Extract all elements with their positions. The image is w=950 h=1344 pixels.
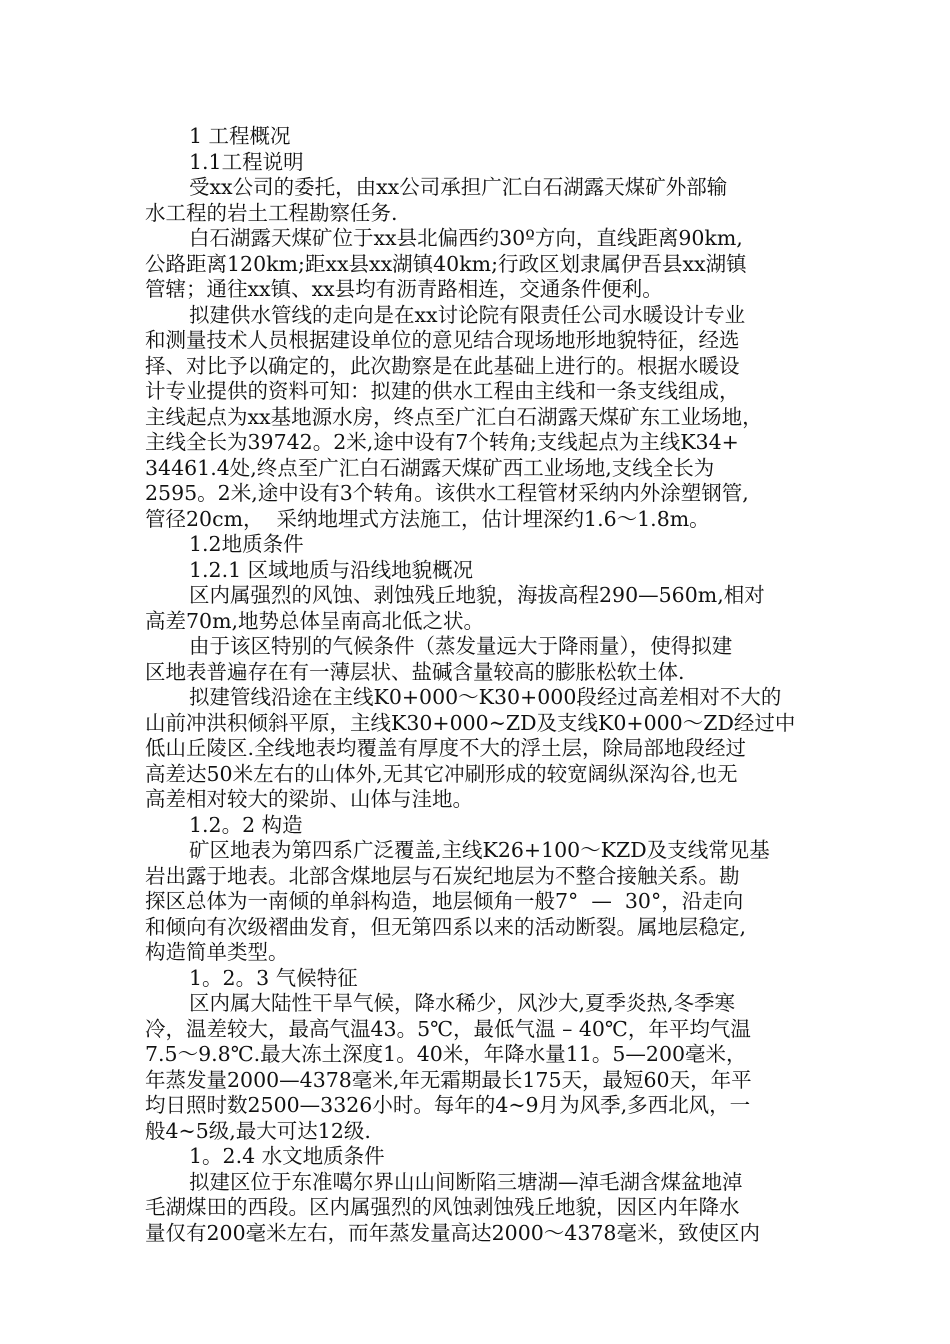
text-line: 公路距离120km;距xx县xx湖镇40km;行政区划隶属伊吾县xx湖镇	[145, 251, 747, 276]
text-line: 毛湖煤田的西段。区内属强烈的风蚀剥蚀残丘地貌，因区内年降水	[145, 1195, 740, 1219]
text-line: 山前冲洪积倾斜平原，主线K30+000~ZD及支线K0+000～ZD经过中	[145, 710, 796, 735]
document-body	[145, 124, 810, 1246]
text-line: 高差相对较大的梁峁、山体与洼地。	[145, 787, 473, 811]
text-line: 矿区地表为第四系广泛覆盖,主线K26+100～KZD及支线常见基	[189, 838, 770, 862]
text-line: 7.5～9.8℃.最大冻土深度1。40米，年降水量11。5—200毫米，	[145, 1042, 747, 1066]
text-line: 受xx公司的委托，由xx公司承担广汇白石湖露天煤矿外部输	[189, 175, 728, 199]
text-line: 1.2。2 构造	[189, 812, 303, 837]
text-line: 拟建区位于东准噶尔界山山间断陷三塘湖—淖毛湖含煤盆地淖	[189, 1169, 743, 1194]
text-line: 量仅有200毫米左右，而年蒸发量高达2000～4378毫米，致使区内	[145, 1220, 760, 1245]
text-line: 1。2。3 气候特征	[189, 965, 358, 990]
text-line: 探区总体为一南倾的单斜构造，地层倾角一般7° — 30°，沿走向	[145, 889, 744, 913]
text-line: 择、对比予以确定的，此次勘察是在此基础上进行的。根据水暖设	[145, 353, 740, 378]
text-line: 白石湖露天煤矿位于xx县北偏西约30º方向，直线距离90km,	[189, 226, 743, 250]
text-line: 管径20cm， 采纳地埋式方法施工，估计埋深约1.6～1.8m。	[145, 506, 710, 531]
text-line: 1.1工程说明	[189, 149, 304, 174]
text-line: 34461.4处,终点至广汇白石湖露天煤矿西工业场地,支线全长为	[145, 455, 715, 480]
text-line: 由于该区特别的气候条件（蒸发量远大于降雨量），使得拟建	[189, 634, 733, 658]
text-line: 和测量技术人员根据建设单位的意见结合现场地形地貌特征，经选	[145, 328, 740, 352]
text-line: 1。2.4 水文地质条件	[189, 1144, 385, 1168]
text-line: 区内属强烈的风蚀、剥蚀残丘地貌，海拔高程290—560m,相对	[189, 583, 765, 607]
text-line: 区内属大陆性干旱气候，降水稀少，风沙大,夏季炎热,冬季寒	[189, 991, 736, 1015]
text-line: 1.2.1 区域地质与沿线地貌概况	[189, 557, 474, 582]
text-line: 构造简单类型。	[145, 940, 289, 964]
text-line: 水工程的岩土工程勘察任务.	[145, 200, 398, 225]
text-line: 年蒸发量2000—4378毫米,年无霜期最长175天，最短60天，年平	[145, 1067, 752, 1092]
text-line: 2595。2米,途中设有3个转角。该供水工程管材采纳内外涂塑钢管,	[145, 481, 749, 505]
text-line: 冷，温差较大，最高气温43。5℃，最低气温 – 40℃，年平均气温	[145, 1016, 751, 1041]
text-line: 岩出露于地表。北部含煤地层与石炭纪地层为不整合接触关系。勘	[145, 863, 740, 888]
text-line: 拟建管线沿途在主线K0+000～K30+000段经过高差相对不大的	[189, 685, 782, 709]
text-line: 和倾向有次级褶曲发育，但无第四系以来的活动断裂。属地层稳定,	[145, 914, 747, 939]
text-line: 低山丘陵区.全线地表均覆盖有厚度不大的浮土层，除局部地段经过	[145, 736, 747, 760]
text-line: 区地表普遍存在有一薄层状、盐碱含量较高的膨胀松软土体.	[145, 659, 685, 684]
text-line: 均日照时数2500—3326小时。每年的4~9月为风季,多西北风，一	[145, 1093, 751, 1117]
text-line: 计专业提供的资料可知：拟建的供水工程由主线和一条支线组成，	[145, 379, 740, 403]
text-line: 主线起点为xx基地源水房，终点至广汇白石湖露天煤矿东工业场地，	[145, 404, 763, 429]
text-line: 高差达50米左右的山体外,无其它冲刷形成的较宽阔纵深沟谷,也无	[145, 761, 738, 786]
text-line: 高差70m,地势总体呈南高北低之状。	[145, 608, 485, 633]
text-line: 般4~5级,最大可达12级.	[145, 1118, 371, 1143]
text-line: 1.2地质条件	[189, 532, 304, 556]
text-line: 拟建供水管线的走向是在xx讨论院有限责任公司水暖设计专业	[189, 302, 746, 327]
text-line: 管辖；通往xx镇、xx县均有沥青路相连，交通条件便利。	[145, 277, 663, 301]
text-line: 主线全长为39742。2米,途中设有7个转角;支线起点为主线K34+	[145, 430, 739, 454]
text-line: 1 工程概况	[189, 124, 291, 148]
